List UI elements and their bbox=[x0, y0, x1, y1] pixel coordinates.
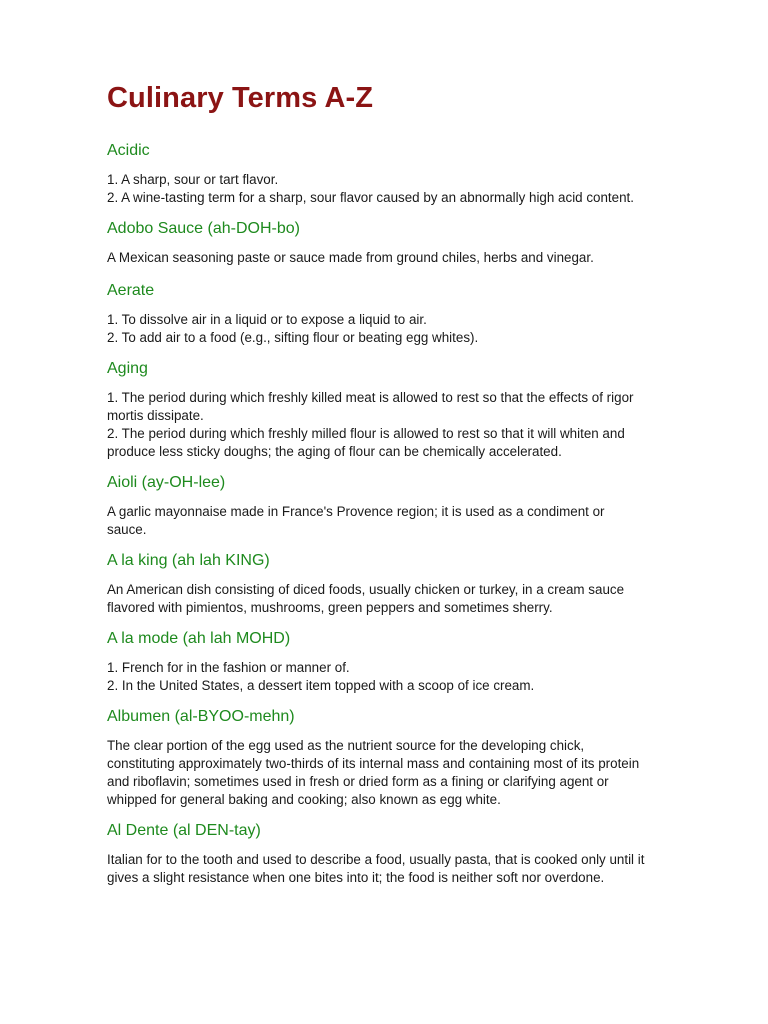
term-heading: Acidic bbox=[107, 142, 150, 159]
definition-line: constituting approximately two-thirds of its internal mass and containing most of its protein bbox=[107, 756, 640, 771]
term-list bbox=[107, 141, 728, 887]
term-definition bbox=[107, 171, 728, 207]
definition-line: produce less sticky doughs; the aging of flour can be chemically accelerated. bbox=[107, 444, 562, 459]
term-definition bbox=[107, 581, 728, 617]
definition-line: whipped for general baking and cooking; also known as egg white. bbox=[107, 792, 501, 807]
definition-line: Italian for to the tooth and used to describe a food, usually pasta, that is cooked only until it bbox=[107, 852, 645, 867]
definition-line: 1. To dissolve air in a liquid or to expose a liquid to air. bbox=[107, 312, 427, 327]
term-entry-aioli bbox=[107, 473, 728, 539]
term-definition bbox=[107, 311, 728, 347]
term-heading: Adobo Sauce (ah-DOH-bo) bbox=[107, 220, 300, 237]
definition-line: 1. The period during which freshly killed meat is allowed to rest so that the effects of rigor bbox=[107, 390, 634, 405]
definition-line: and riboflavin; sometimes used in fresh or dried form as a fining or clarifying agent or bbox=[107, 774, 609, 789]
term-definition bbox=[107, 249, 728, 267]
term-heading: Aioli (ay-OH-lee) bbox=[107, 474, 226, 491]
term-entry-a-la-mode bbox=[107, 629, 728, 695]
definition-line: A Mexican seasoning paste or sauce made from ground chiles, herbs and vinegar. bbox=[107, 250, 594, 265]
term-heading: Al Dente (al DEN-tay) bbox=[107, 822, 261, 839]
definition-line: 1. French for in the fashion or manner of. bbox=[107, 660, 350, 675]
term-heading: A la king (ah lah KING) bbox=[107, 552, 270, 569]
definition-line: mortis dissipate. bbox=[107, 408, 204, 423]
definition-line: sauce. bbox=[107, 522, 147, 537]
definition-line: The clear portion of the egg used as the nutrient source for the developing chick, bbox=[107, 738, 585, 753]
definition-line: flavored with pimientos, mushrooms, green peppers and sometimes sherry. bbox=[107, 600, 553, 615]
term-definition bbox=[107, 389, 728, 461]
definition-line: An American dish consisting of diced foods, usually chicken or turkey, in a cream sauce bbox=[107, 582, 625, 597]
definition-line: 2. In the United States, a dessert item topped with a scoop of ice cream. bbox=[107, 678, 535, 693]
definition-line: 2. A wine-tasting term for a sharp, sour flavor caused by an abnormally high acid content. bbox=[107, 190, 634, 205]
term-definition bbox=[107, 659, 728, 695]
definition-line: 2. To add air to a food (e.g., sifting flour or beating egg whites). bbox=[107, 330, 479, 345]
term-definition bbox=[107, 503, 728, 539]
term-entry-albumen bbox=[107, 707, 728, 809]
term-heading: Albumen (al-BYOO-mehn) bbox=[107, 708, 295, 725]
term-entry-acidic bbox=[107, 141, 728, 207]
term-heading: Aerate bbox=[107, 282, 155, 299]
term-heading: Aging bbox=[107, 360, 148, 377]
term-entry-al-dente bbox=[107, 821, 728, 887]
definition-line: 1. A sharp, sour or tart flavor. bbox=[107, 172, 279, 187]
definition-line: A garlic mayonnaise made in France's Provence region; it is used as a condiment or bbox=[107, 504, 605, 519]
term-definition bbox=[107, 737, 728, 809]
definition-line: 2. The period during which freshly milled flour is allowed to rest so that it will whiten and bbox=[107, 426, 625, 441]
term-heading: A la mode (ah lah MOHD) bbox=[107, 630, 291, 647]
term-definition bbox=[107, 851, 728, 887]
term-entry-adobo-sauce bbox=[107, 219, 728, 267]
document-title: Culinary Terms A-Z bbox=[107, 82, 374, 114]
definition-line: gives a slight resistance when one bites into it; the food is neither soft nor overdone. bbox=[107, 870, 605, 885]
term-entry-aging bbox=[107, 359, 728, 461]
term-entry-a-la-king bbox=[107, 551, 728, 617]
term-entry-aerate bbox=[107, 281, 728, 347]
